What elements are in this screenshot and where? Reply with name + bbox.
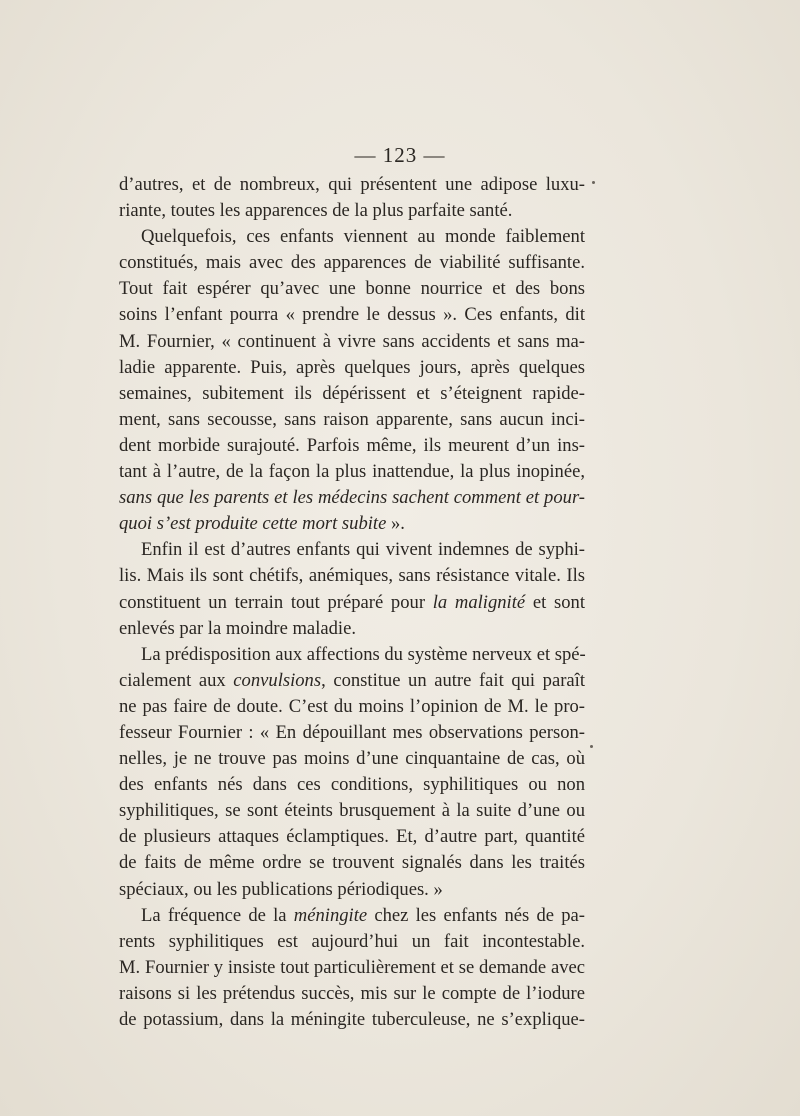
- text-line: [119, 302, 585, 328]
- text-line: [119, 511, 585, 537]
- page-number: — 123 —: [354, 143, 446, 167]
- text-line: [119, 407, 585, 433]
- text-line: [119, 746, 585, 772]
- italic-text: convulsions: [233, 669, 322, 691]
- text-line: [119, 276, 585, 302]
- text-line: [119, 381, 585, 407]
- text-segment: enlevés par la moindre maladie.: [119, 617, 356, 639]
- text-line: [119, 485, 585, 511]
- italic-text: quoi s’est produite cette mort subite: [119, 513, 387, 535]
- text-segment: lis. Mais ils sont chétifs, anémiques, sans résistance vitale. Ils: [119, 565, 585, 587]
- text-segment: riante, toutes les apparences de la plus parfaite santé.: [119, 200, 513, 222]
- paper-speck: [590, 745, 593, 748]
- text-segment: rents syphilitiques est aujourd’hui un fait incontestable.: [119, 930, 585, 952]
- text-line: [119, 563, 585, 589]
- text-segment: chez les enfants nés de pa-: [367, 904, 585, 926]
- text-line: [119, 590, 585, 616]
- text-line: [119, 824, 585, 850]
- text-segment: Tout fait espérer qu’avec une bonne nourrice et des bons: [119, 278, 585, 300]
- paper-speck: [592, 181, 595, 184]
- text-line: [119, 929, 585, 955]
- text-segment: de potassium, dans la méningite tuberculeuse, ne s’explique-: [119, 1009, 585, 1030]
- text-line: [119, 198, 585, 224]
- text-segment: fesseur Fournier : « En dépouillant mes observations person-: [119, 721, 585, 743]
- text-line: [119, 798, 585, 824]
- text-segment: semaines, subitement ils dépérissent et s’éteignent rapide-: [119, 382, 585, 404]
- text-segment: tant à l’autre, de la façon la plus inattendue, la plus inopinée,: [119, 461, 585, 483]
- text-segment: d’autres, et de nombreux, qui présentent une adipose luxu-: [119, 174, 585, 195]
- text-line: [119, 537, 585, 563]
- text-line: [119, 720, 585, 746]
- text-line: [119, 955, 585, 981]
- text-segment: ladie apparente. Puis, après quelques jours, après quelques: [119, 356, 585, 378]
- text-line: [119, 224, 585, 250]
- text-segment: La fréquence de la: [141, 904, 294, 926]
- text-line: [119, 433, 585, 459]
- text-segment: des enfants nés dans ces conditions, syphilitiques ou non: [119, 774, 585, 796]
- text-line: [119, 668, 585, 694]
- text-segment: La prédisposition aux affections du système nerveux et spé-: [141, 643, 586, 665]
- text-segment: soins l’enfant pourra « prendre le dessus ». Ces enfants, dit: [119, 304, 585, 326]
- text-segment: constitués, mais avec des apparences de viabilité suffisante.: [119, 252, 585, 274]
- text-segment: syphilitiques, se sont éteints brusquement à la suite d’une ou: [119, 800, 585, 822]
- text-segment: Quelquefois, ces enfants viennent au monde faiblement: [141, 226, 585, 248]
- text-segment: ne pas faire de doute. C’est du moins l’opinion de M. le pro-: [119, 695, 585, 717]
- text-line: [119, 981, 585, 1007]
- text-segment: constituent un terrain tout préparé pour: [119, 591, 433, 613]
- text-line: [119, 772, 585, 798]
- text-segment: de plusieurs attaques éclamptiques. Et, d’autre part, quantité: [119, 826, 585, 848]
- text-segment: ment, sans secousse, sans raison apparente, sans aucun inci-: [119, 408, 585, 430]
- text-segment: dent morbide surajouté. Parfois même, ils meurent d’un ins-: [119, 434, 585, 456]
- text-segment: M. Fournier y insiste tout particulièrement et se demande avec: [119, 956, 585, 978]
- text-line: [119, 1007, 585, 1033]
- text-line: [119, 459, 585, 485]
- text-segment: Enfin il est d’autres enfants qui vivent indemnes de syphi-: [141, 539, 585, 561]
- text-segment: ».: [386, 513, 405, 535]
- text-segment: M. Fournier, « continuent à vivre sans accidents et sans ma-: [119, 330, 585, 352]
- text-segment: cialement aux: [119, 669, 234, 691]
- text-segment: nelles, je ne trouve pas moins d’une cinquantaine de cas, où: [119, 748, 585, 770]
- text-segment: spéciaux, ou les publications périodiques. »: [119, 878, 443, 900]
- italic-text: sans que les parents et les médecins sachent comment et pour-: [119, 487, 585, 509]
- text-segment: , constitue un autre fait qui paraît: [321, 669, 585, 691]
- text-line: [119, 642, 585, 668]
- text-segment: de faits de même ordre se trouvent signalés dans les traités: [119, 852, 585, 874]
- italic-text: la malignité: [432, 591, 526, 613]
- text-line: [119, 877, 585, 903]
- text-segment: et sont: [525, 591, 585, 613]
- text-line: [119, 616, 585, 642]
- text-line: [119, 694, 585, 720]
- body-text: [119, 172, 585, 1033]
- text-segment: raisons si les prétendus succès, mis sur le compte de l’iodure: [119, 982, 585, 1004]
- text-line: [119, 329, 585, 355]
- text-line: [119, 355, 585, 381]
- italic-text: méningite: [293, 904, 368, 926]
- text-line: [119, 250, 585, 276]
- text-line: [119, 850, 585, 876]
- text-line: [119, 172, 585, 198]
- text-line: [119, 903, 585, 929]
